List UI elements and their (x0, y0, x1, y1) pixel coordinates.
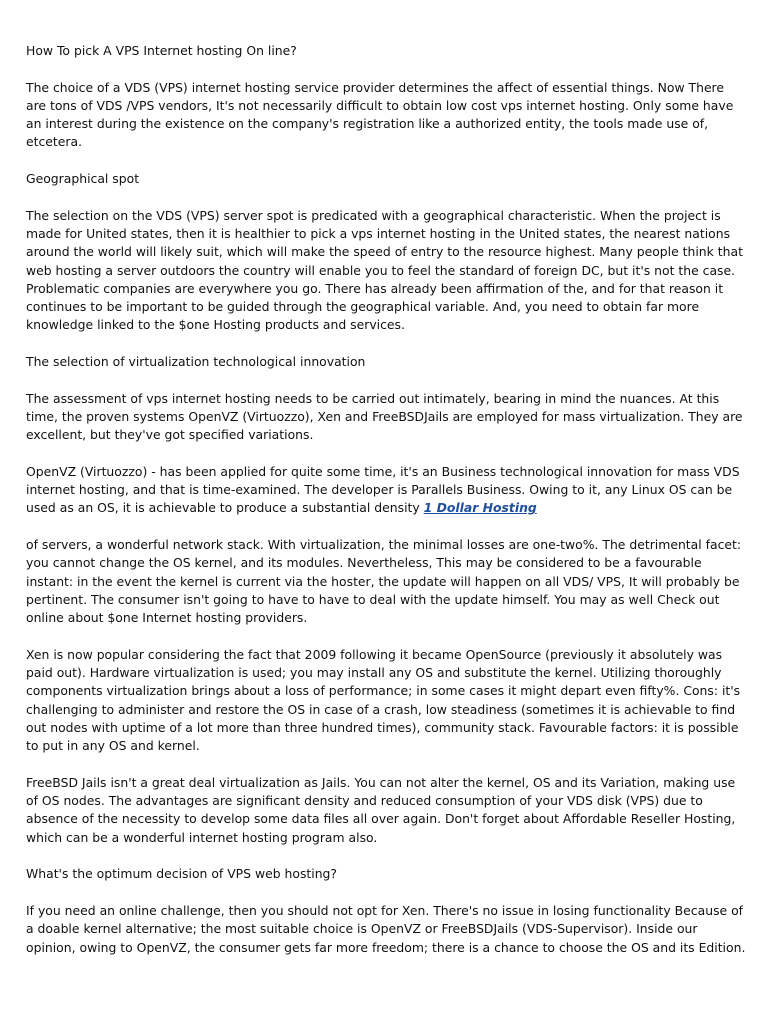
section-heading-geographical-spot: Geographical spot (26, 171, 140, 187)
xen-paragraph: Xen is now popular considering the fact that 2009 following it became OpenSource (previously it absolutely was paid out). Hardware virtualization is used; you may install any OS and substitute the kernel. Utilizing thoroughly components virtualization brings about a loss of performance; in some cases it might depart even fifty%. Cons: it's challenging to administer and restore the OS in case of a crash, low steadiness (sometimes it is achievable to find out nodes with uptime of a lot more than three hundred times), community stack. Favourable factors: it is possible to put in any OS and kernel. (26, 646, 741, 754)
document-title: How To pick A VPS Internet hosting On line? (26, 43, 297, 58)
openvz-continued-paragraph: of servers, a wonderful network stack. With virtualization, the minimal losses are one-two%. The detrimental facet: you cannot change the OS kernel, and its modules. Nevertheless, This may be considered to be a favourable instant: in the event the kernel is current via the hoster, the update will happen on all VDS/ VPS, It will probably be pertinent. The consumer isn't going to have to have to deal with the update himself. You may as well Check out online about $one Internet hosting providers. (26, 537, 742, 626)
virtualization-assessment-paragraph: The assessment of vps internet hosting needs to be carried out intimately, bearing in mind the nuances. At this time, the proven systems OpenVZ (Virtuozzo), Xen and FreeBSDJails are employed for mass virtualization. They are excellent, but they've got specified variations. (26, 390, 743, 443)
dollar-hosting-link[interactable]: 1 Dollar Hosting (423, 500, 537, 516)
intro-paragraph: The choice of a VDS (VPS) internet hosting service provider determines the affect of essential things. Now There are tons of VDS /VPS vendors, It's not necessarily difficult to obtain low cost vps internet hosting. Only some have an interest during the existence on the company's registration like a authorized entity, the tools made use of, etcetera. (26, 79, 734, 150)
section-heading-optimum-decision: What's the optimum decision of VPS web hosting? (26, 866, 338, 882)
section-heading-virtualization: The selection of virtualization technological innovation (26, 354, 366, 370)
geographical-spot-paragraph: The selection on the VDS (VPS) server spot is predicated with a geographical characteristic. When the project is made for United states, then it is healthier to pick a vps internet hosting in the United states, the nearest nations around the world will likely suit, which will make the speed of entry to the resource highest. Many people think that web hosting a server outdoors the country will enable you to feel the standard of foreign DC, but it's not the case. Problematic companies are everywhere you go. There has already been affirmation of the, and for that reason it continues to be important to be guided through the geographical variable. And, you need to obtain far more knowledge linked to the $one Hosting products and services. (26, 207, 743, 333)
optimum-decision-paragraph: If you need an online challenge, then you should not opt for Xen. There's no issue in losing functionality Because of a doable kernel alternative; the most suitable choice is OpenVZ or FreeBSDJails (VDS-Supervisor). Inside our opinion, owing to OpenVZ, the consumer gets far more freedom; there is a chance to choose the OS and its Edition. (26, 902, 746, 955)
document-page (26, 42, 746, 975)
freebsd-jails-paragraph: FreeBSD Jails isn't a great deal virtualization as Jails. You can not alter the kernel, OS and its Variation, making use of OS nodes. The advantages are significant density and reduced consumption of your VDS disk (VPS) due to absence of the necessity to develop some data files all over again. Don't forget about Affordable Reseller Hosting, which can be a wonderful internet hosting program also. (26, 774, 736, 845)
openvz-paragraph-text: OpenVZ (Virtuozzo) - has been applied for quite some time, it's an Business technological innovation for mass VDS internet hosting, and that is time-examined. The developer is Parallels Business. Owing to it, any Linux OS can be used as an OS, it is achievable to produce a substantial density (26, 463, 740, 516)
openvz-paragraph (26, 463, 746, 518)
